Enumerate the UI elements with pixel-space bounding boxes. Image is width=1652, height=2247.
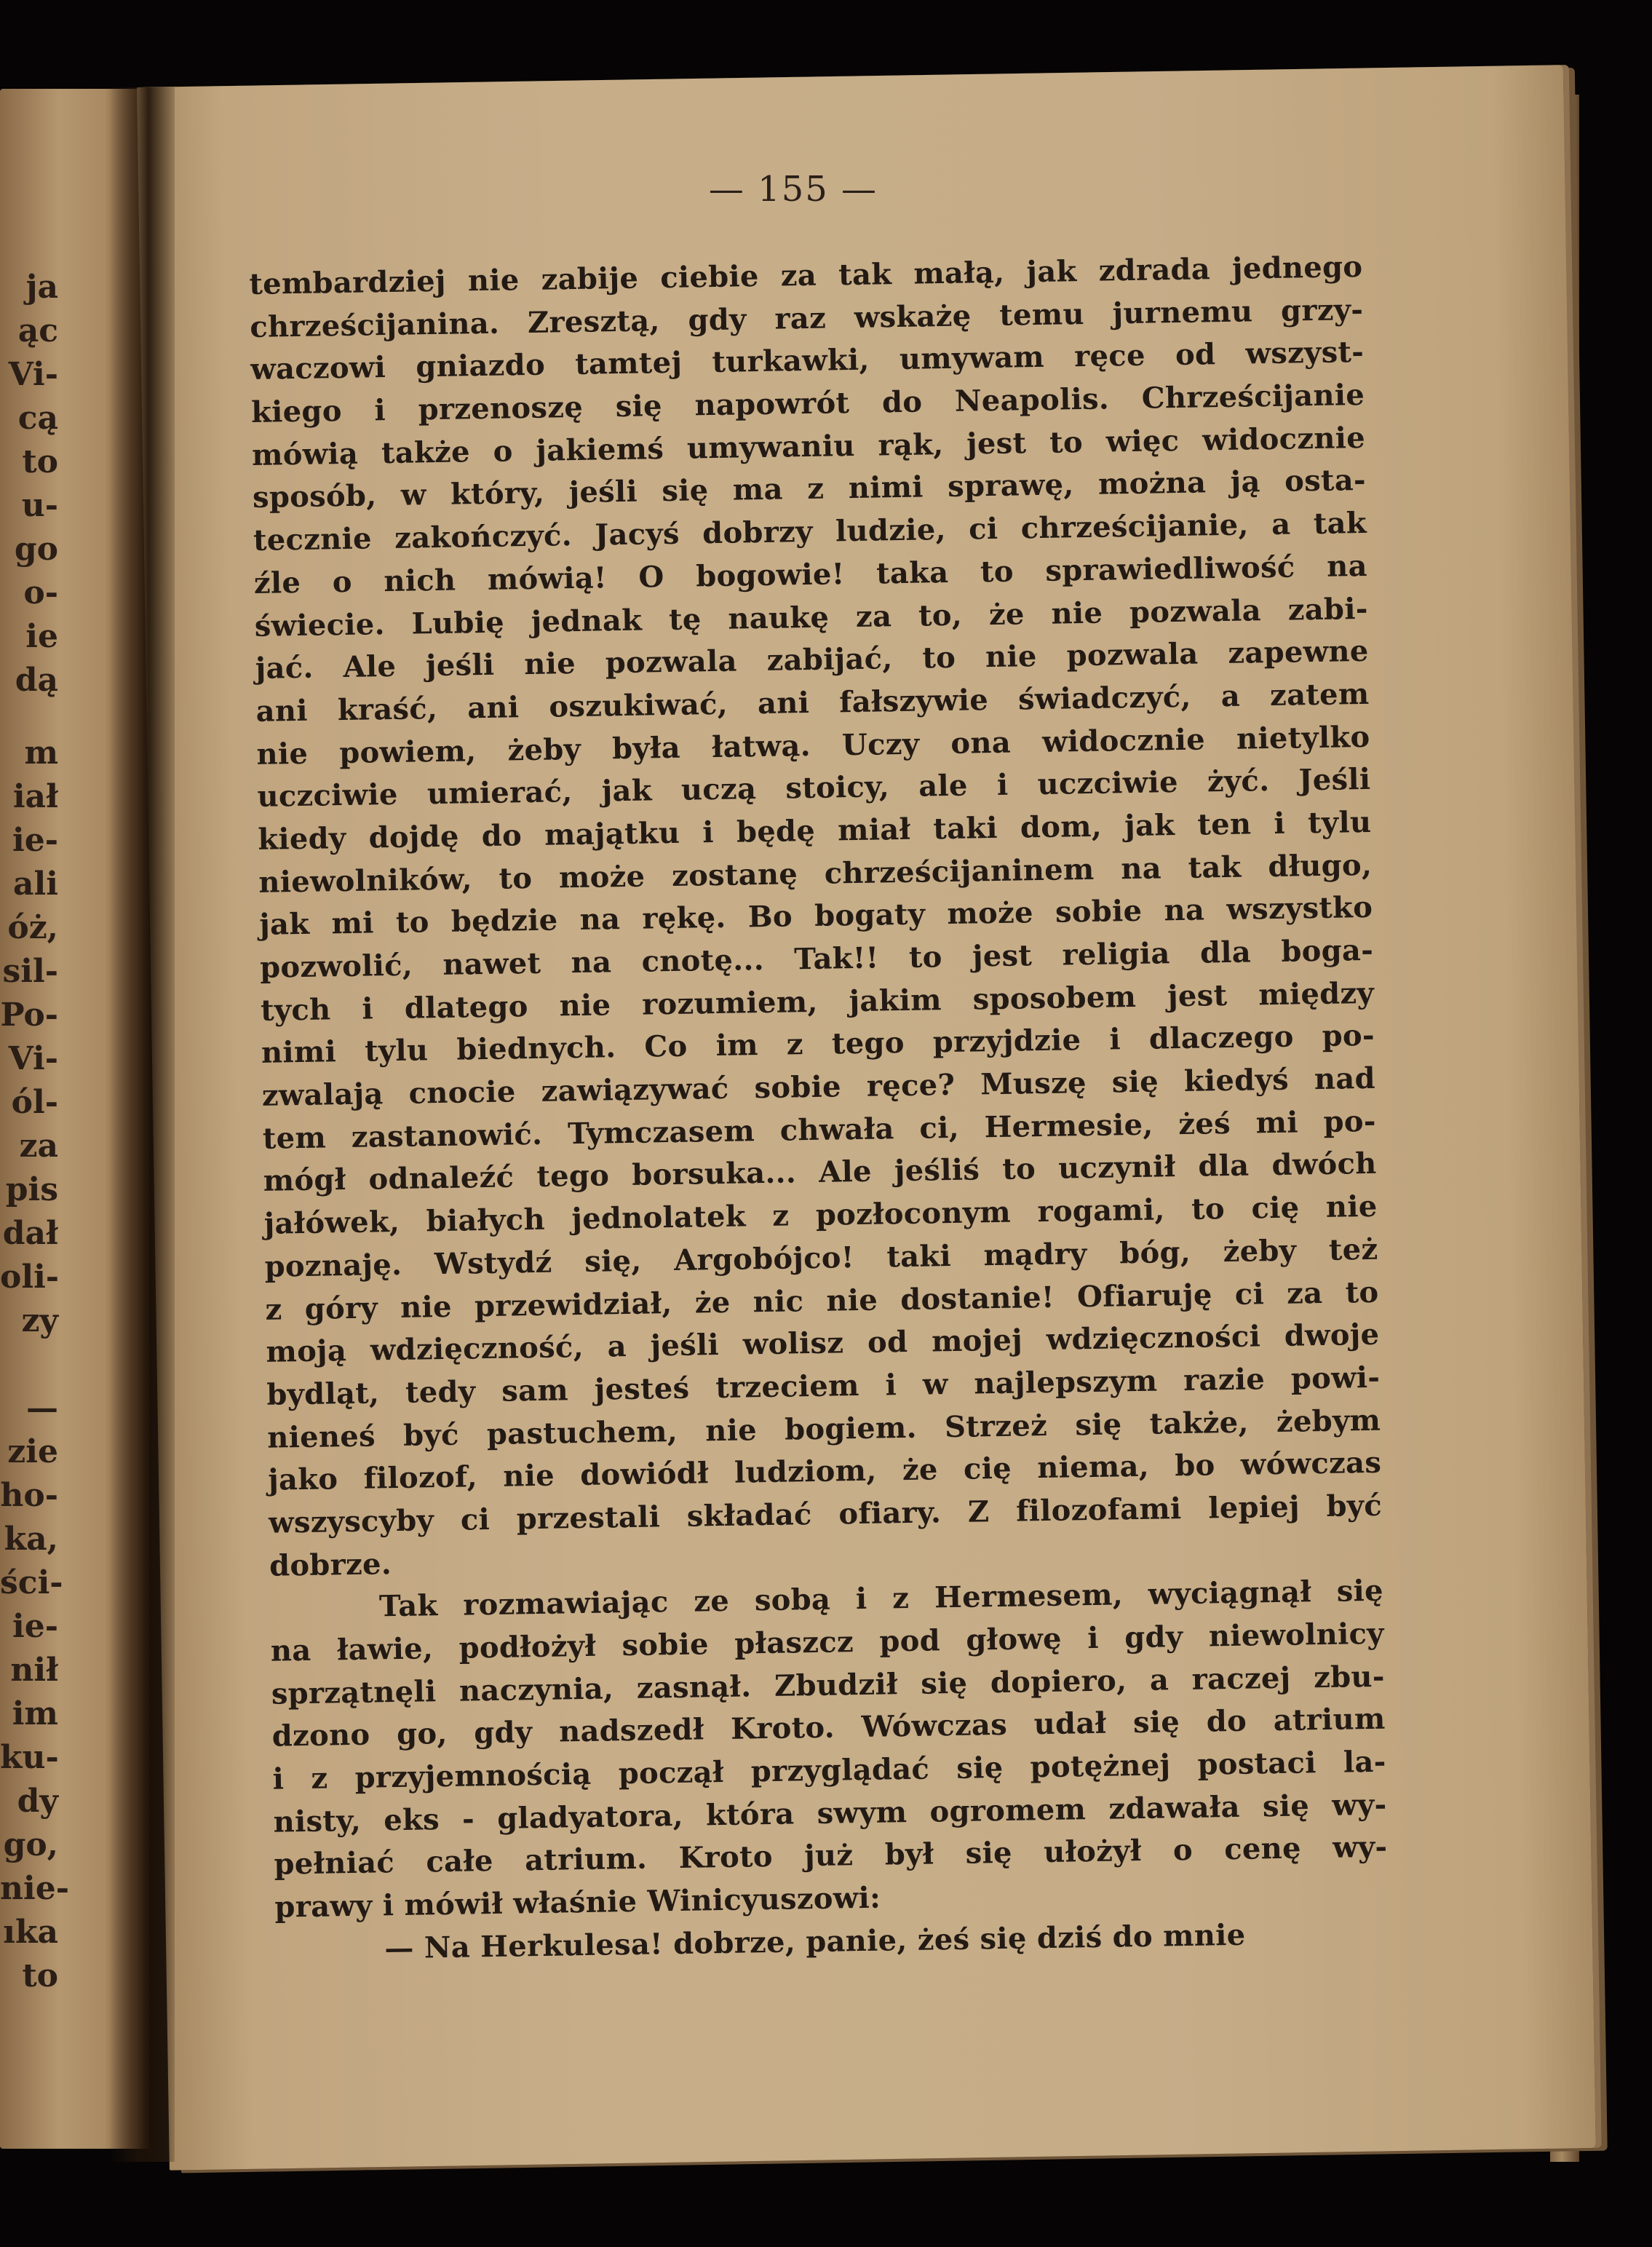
text-line: dzono go, gdy nadszedł Kroto. Wówczas udał się do atrium [271, 1702, 1386, 1754]
previous-page-fragment: nił [10, 1652, 58, 1689]
previous-page-fragment: dał [2, 1215, 58, 1252]
previous-page-fragment: pis [5, 1171, 58, 1208]
previous-page-fragment: ie- [12, 1608, 58, 1645]
previous-page-fragment: ól- [11, 1084, 58, 1121]
text-line: ani kraść, ani oszukiwać, ani fałszywie świadczyć, a zatem [255, 676, 1370, 729]
text-line: nimi tylu biednych. Co im z tego przyjdzie i dlaczego po- [261, 1018, 1375, 1071]
text-line: dobrze. [269, 1546, 392, 1583]
book-gutter [109, 87, 175, 2162]
previous-page-fragment: go [14, 531, 58, 568]
previous-page-fragment: Vi- [8, 356, 58, 393]
previous-page-fragment: go, [3, 1826, 58, 1863]
text-line: jak mi to będzie na rękę. Bo bogaty może sobie na wszystko [258, 890, 1373, 943]
text-line: jać. Ale jeśli nie pozwala zabijać, to nie pozwala zapewne [255, 634, 1369, 686]
text-line: kiedy dojdę do majątku i będę miał taki dom, jak ten i tylu [258, 804, 1372, 857]
previous-page-fragment: ku- [0, 1739, 59, 1776]
text-line: na ławie, podłożył sobie płaszcz pod głowę i gdy niewolnicy [270, 1616, 1385, 1668]
previous-page-fragment: zy [21, 1302, 58, 1339]
page-number: — 155 — [708, 169, 878, 210]
previous-page-fragment: ie- [12, 822, 58, 859]
text-line: jałówek, białych jednolatek z pozłoconym rogami, to cię nie [263, 1189, 1378, 1241]
text-line: mówią także o jakiemś umywaniu rąk, jest to więc widocznie [251, 420, 1366, 472]
text-line: waczowi gniazdo tamtej turkawki, umywam ręce od wszyst- [250, 335, 1365, 387]
text-line: moją wdzięczność, a jeśli wolisz od mojej wdzięczności dwoje [266, 1317, 1380, 1370]
text-line: tych i dlatego nie rozumiem, jakim sposobem jest między [260, 975, 1375, 1028]
text-line: sprzątnęli naczynia, zasnął. Zbudził się dopiero, a raczej zbu- [271, 1659, 1386, 1711]
previous-page-fragment: dą [15, 662, 58, 699]
previous-page-fragment: ıka [3, 1914, 58, 1951]
text-line: tembardziej nie zabije ciebie za tak małą, jak zdrada jednego [249, 249, 1363, 301]
text-line: z góry nie przewidział, że nic nie dostanie! Ofiaruję ci za to [265, 1275, 1379, 1327]
text-line: niewolników, to może zostanę chrześcijaninem na tak długo, [258, 847, 1373, 900]
previous-page-fragment: to [22, 1957, 58, 1994]
text-line: sposób, w który, jeśli się ma z nimi sprawę, można ją osta- [252, 463, 1367, 515]
text-line: kiego i przenoszę się napowrót do Neapolis. Chrześcijanie [250, 378, 1365, 430]
previous-page-fragment: — [26, 1390, 58, 1427]
previous-page-fragment: ści- [0, 1564, 63, 1601]
text-line: nieneś być pastuchem, nie bogiem. Strzeż się także, żebym [266, 1403, 1381, 1455]
previous-page-fragment: u- [21, 487, 58, 524]
previous-page-fragment: o- [23, 574, 58, 611]
previous-page-fragment: sil- [2, 953, 58, 990]
previous-page-fragment: nie- [0, 1870, 69, 1907]
previous-page-fragment: ali [13, 865, 58, 903]
text-line: świecie. Lubię jednak tę naukę za to, że nie pozwala zabi- [254, 591, 1369, 643]
previous-page-fragment: Vi- [8, 1040, 58, 1077]
previous-page-fragment: ka, [4, 1521, 58, 1558]
text-line: nie powiem, żeby była łatwą. Uczy ona widocznie nietylko [256, 719, 1370, 772]
text-line: pozwolić, nawet na cnotę... Tak!! to jest religia dla boga- [259, 932, 1374, 985]
previous-page-fragment: ie [25, 618, 58, 655]
previous-page-fragment: im [12, 1695, 58, 1732]
previous-page-fragment: zie [7, 1433, 58, 1470]
previous-page-fragment: ho- [0, 1477, 58, 1514]
text-line: Tak rozmawiając ze sobą i z Hermesem, wyciągnął się [378, 1574, 1384, 1624]
previous-page-fragment: m [24, 734, 58, 772]
previous-page-fragment: to [22, 443, 58, 480]
text-line: uczciwie umierać, jak uczą stoicy, ale i uczciwie żyć. Jeśli [257, 762, 1371, 815]
text-line: wszyscyby ci przestali składać ofiary. Z filozofami lepiej być [268, 1488, 1383, 1540]
text-line: chrześcijanina. Zresztą, gdy raz wskażę temu jurnemu grzy- [250, 292, 1364, 344]
text-line: mógł odnaleźć tego borsuka... Ale jeśliś to uczynił dla dwóch [263, 1146, 1377, 1199]
text-line: zwalają cnocie zawiązywać sobie ręce? Muszę się kiedyś nad [261, 1061, 1376, 1113]
text-line: bydląt, tedy sam jesteś trzeciem i w najlepszym razie powi- [266, 1360, 1381, 1412]
text-line: — Na Herkulesa! dobrze, panie, żeś się dziś do mnie [384, 1917, 1246, 1966]
previous-page-fragment: Po- [0, 996, 58, 1034]
previous-page-fragment: cą [17, 400, 58, 437]
text-line: pełniać całe atrium. Kroto już był się ułożył o cenę wy- [274, 1830, 1388, 1882]
previous-page-fragment: ąc [17, 312, 58, 349]
previous-page-fragment: ja [25, 269, 58, 306]
previous-page-fragment: oli- [0, 1259, 60, 1296]
text-line: jako filozof, nie dowiódł ludziom, że cię niema, bo wówczas [267, 1446, 1382, 1498]
text-line: prawy i mówił właśnie Winicyuszowi: [274, 1880, 881, 1925]
text-line: źle o nich mówią! O bogowie! taka to sprawiedliwość na [253, 548, 1368, 601]
text-line: poznaję. Wstydź się, Argobójco! taki mądry bóg, żeby też [264, 1232, 1378, 1284]
page-text [249, 246, 1389, 1972]
text-line: tem zastanowić. Tymczasem chwała ci, Hermesie, żeś mi po- [262, 1103, 1377, 1156]
text-line: tecznie zakończyć. Jacyś dobrzy ludzie, ci chrześcijanie, a tak [253, 506, 1367, 558]
previous-page-fragment: iał [12, 778, 58, 815]
text-line: nisty, eks - gladyatora, która swym ogromem zdawała się wy- [273, 1787, 1387, 1839]
previous-page-fragment: dy [17, 1783, 58, 1820]
previous-page-fragment: óż, [7, 909, 58, 946]
text-line: i z przyjemnością począł przyglądać się potężnej postaci la- [272, 1744, 1386, 1796]
previous-page-fragment: za [19, 1128, 58, 1165]
